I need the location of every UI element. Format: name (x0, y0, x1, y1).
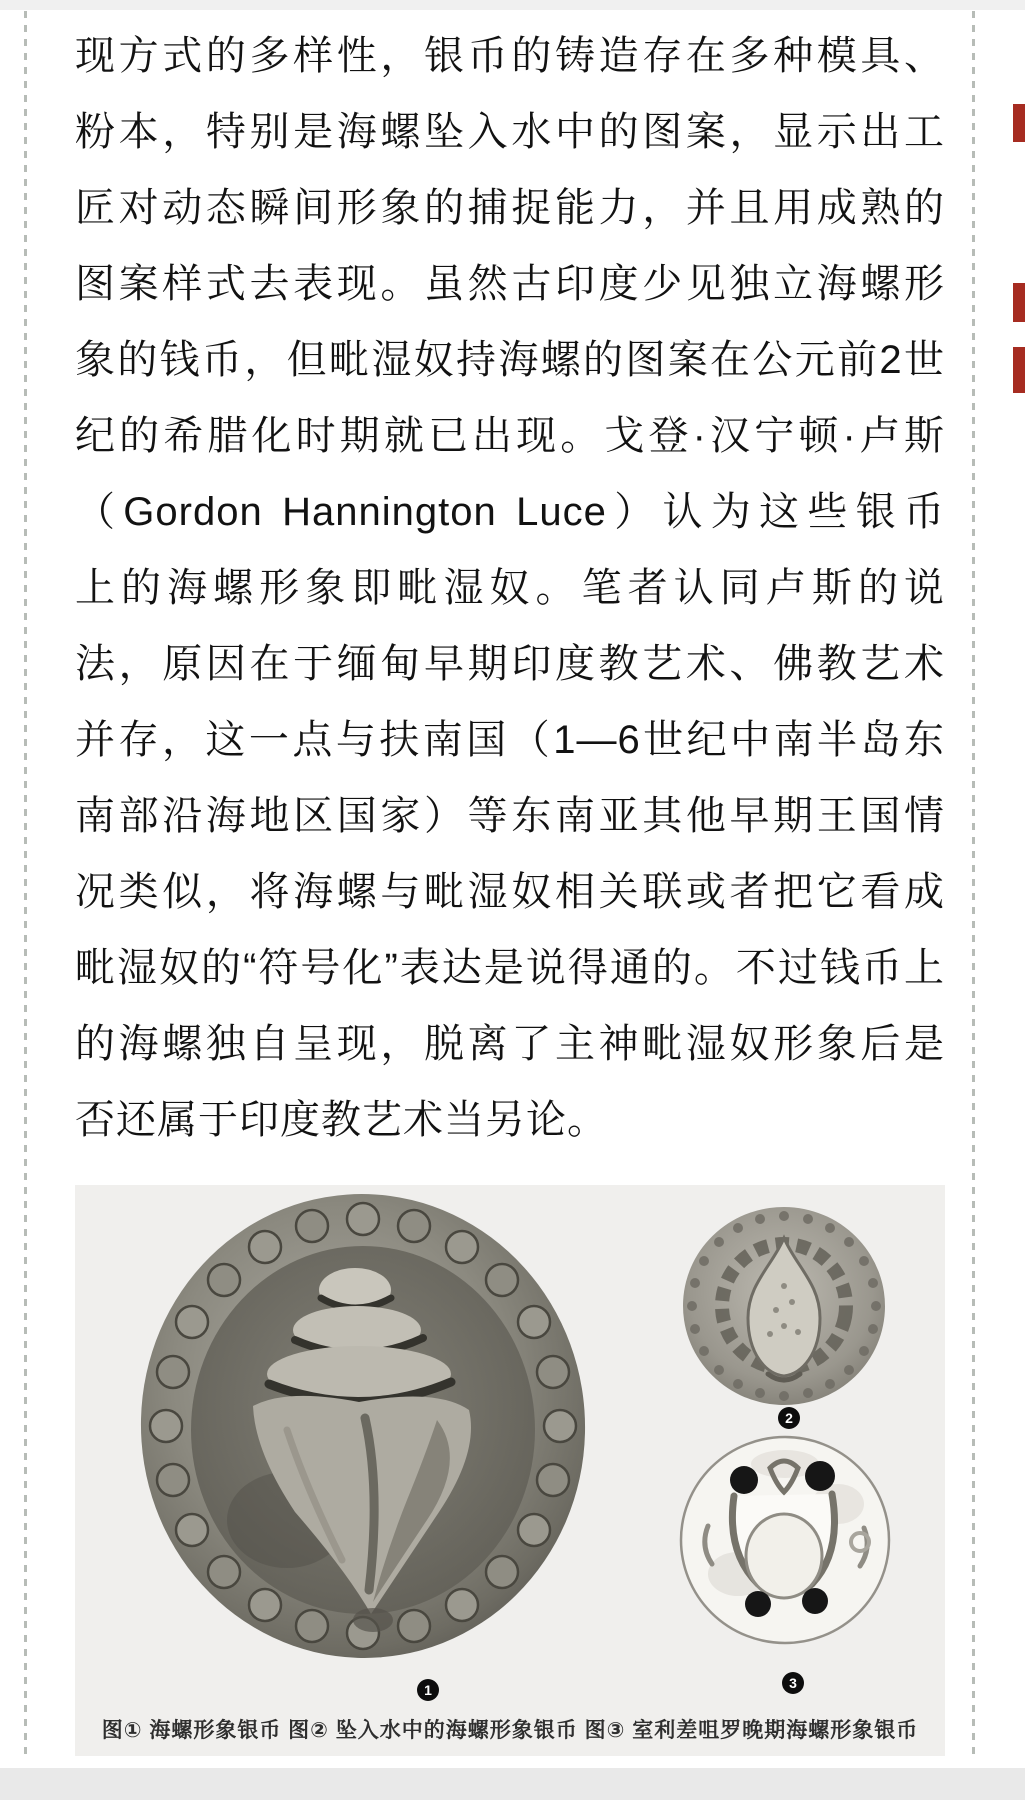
coin2-photo (680, 1206, 890, 1411)
figure-2-badge: 2 (778, 1407, 800, 1429)
paragraph-line: 象的钱币，但毗湿奴持海螺的图案在公元前2世 (75, 338, 945, 382)
page-edge-red-mark-3 (1013, 347, 1025, 393)
article-body (75, 18, 945, 1158)
page-edge-red-mark-1 (1013, 104, 1025, 142)
paragraph-line: （Gordon Hannington Luce）认为这些银币 (75, 490, 945, 534)
figure-caption: 图① 海螺形象银币 图② 坠入水中的海螺形象银币 图③ 室利差咀罗晚期海螺形象银币 (101, 1719, 919, 1742)
paragraph-line: 南部沿海地区国家）等东南亚其他早期王国情 (75, 794, 945, 838)
coin1-photo (137, 1190, 593, 1668)
coin3-photo (678, 1434, 893, 1646)
paragraph-line: 纪的希腊化时期就已出现。戈登·汉宁顿·卢斯 (75, 414, 945, 458)
right-dashed-border (972, 11, 975, 1761)
paragraph-line: 图案样式去表现。虽然古印度少见独立海螺形 (75, 262, 945, 306)
figure-panel (75, 1185, 945, 1756)
conch-coin-illustration (137, 1190, 593, 1668)
left-dashed-border (24, 11, 27, 1761)
paragraph-line: 否还属于印度教艺术当另论。 (75, 1098, 608, 1142)
paragraph-line: 法，原因在于缅甸早期印度教艺术、佛教艺术 (75, 642, 945, 686)
page-edge-red-mark-2 (1013, 283, 1025, 322)
wreath-coin-illustration (680, 1206, 890, 1411)
bottom-gray-strip (0, 1768, 1025, 1800)
paragraph-line: 现方式的多样性，银币的铸造存在多种模具、 (75, 34, 945, 78)
top-gray-strip (0, 0, 1025, 10)
figure-3-badge: 3 (782, 1672, 804, 1694)
paragraph-line: 上的海螺形象即毗湿奴。笔者认同卢斯的说 (75, 566, 945, 610)
paragraph-line: 匠对动态瞬间形象的捕捉能力，并且用成熟的 (75, 186, 945, 230)
paragraph-line: 的海螺独自呈现，脱离了主神毗湿奴形象后是 (75, 1022, 945, 1066)
figure-1-badge: 1 (417, 1679, 439, 1701)
paragraph-line: 况类似，将海螺与毗湿奴相关联或者把它看成 (75, 870, 945, 914)
paragraph-line: 并存，这一点与扶南国（1—6世纪中南半岛东 (75, 718, 945, 762)
paragraph-line: 毗湿奴的“符号化”表达是说得通的。不过钱币上 (75, 946, 945, 990)
srivatsa-coin-illustration (678, 1434, 893, 1646)
paragraph-line: 粉本，特别是海螺坠入水中的图案，显示出工 (75, 110, 945, 154)
